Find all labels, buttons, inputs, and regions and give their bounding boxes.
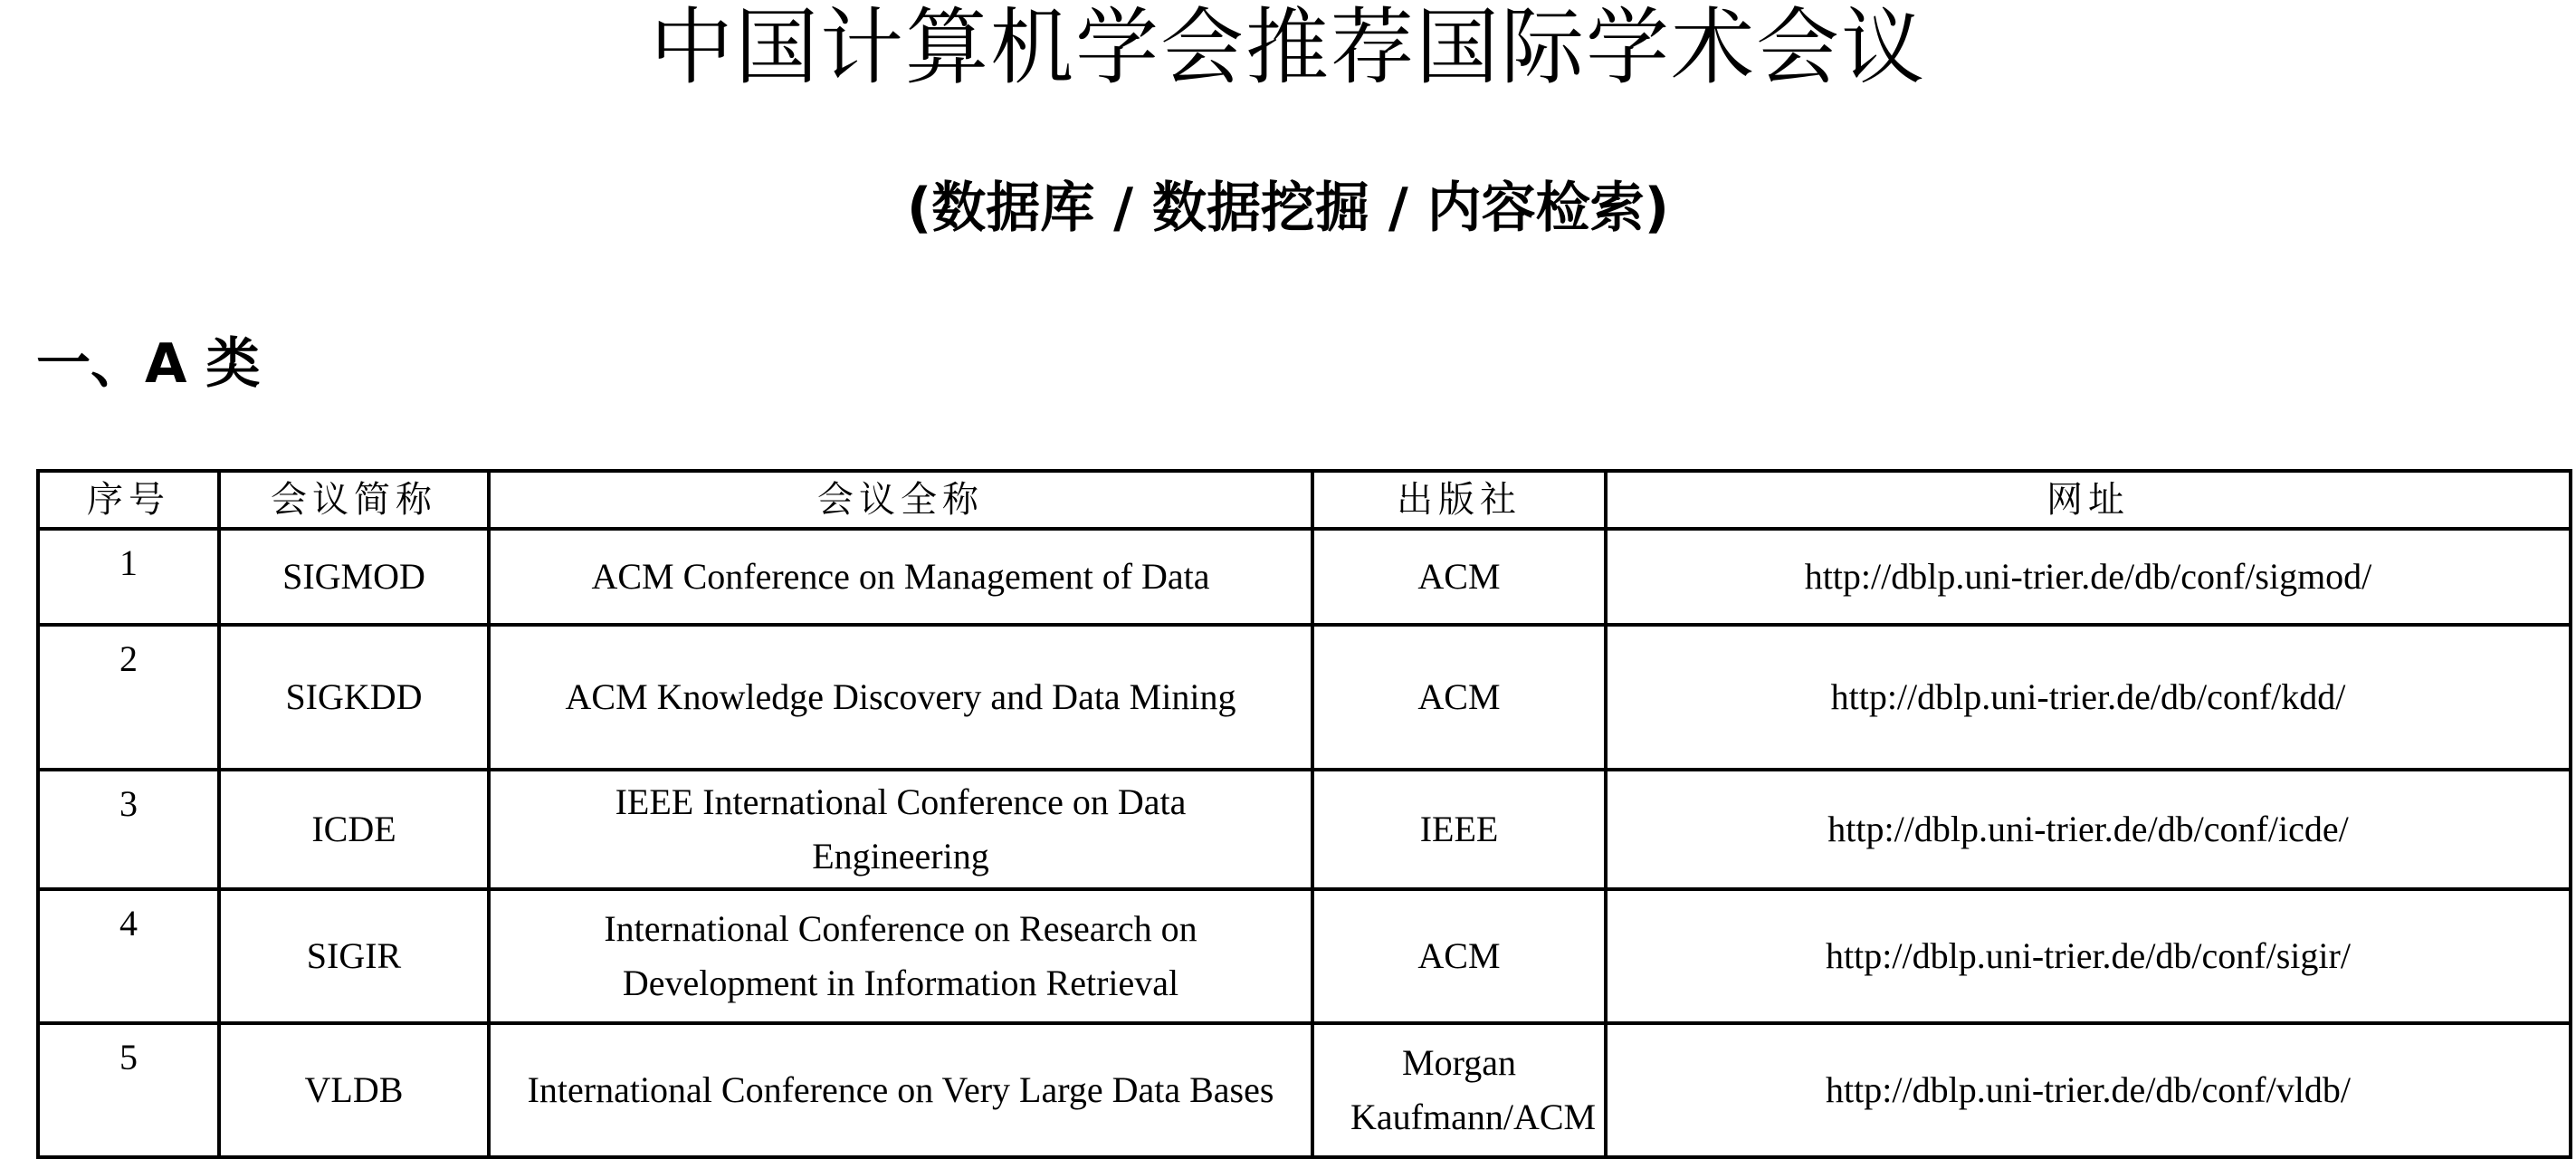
conference-publisher: IEEE <box>1312 770 1606 889</box>
conference-full-name-text: ACM Conference on Management of Data <box>591 556 1210 597</box>
conference-abbreviation: ICDE <box>219 770 489 889</box>
conference-full-name-text: ACM Knowledge Discovery and Data Mining <box>565 676 1236 717</box>
conference-full-name <box>489 529 1312 625</box>
table-row <box>38 1023 2571 1157</box>
conference-url: http://dblp.uni-trier.de/db/conf/icde/ <box>1606 770 2571 889</box>
conference-url: http://dblp.uni-trier.de/db/conf/vldb/ <box>1606 1023 2571 1157</box>
table-row <box>38 889 2571 1023</box>
header-full-name: 会议全称 <box>489 471 1312 529</box>
conference-table <box>36 469 2572 1159</box>
conference-abbreviation: SIGKDD <box>219 625 489 770</box>
conference-full-name-text: International Conference on Research on Development in Information Retrieval <box>604 908 1197 1003</box>
conference-publisher: ACM <box>1312 625 1606 770</box>
conference-full-name-text: International Conference on Very Large Data Bases <box>527 1069 1274 1110</box>
conference-full-name <box>489 1023 1312 1157</box>
section-heading: 一、A 类 <box>36 332 261 396</box>
conference-publisher: ACM <box>1312 889 1606 1023</box>
conference-full-name-text: IEEE International Conference on Data Engineering <box>615 781 1187 876</box>
conference-url: http://dblp.uni-trier.de/db/conf/kdd/ <box>1606 625 2571 770</box>
row-number: 3 <box>38 770 219 889</box>
row-number: 2 <box>38 625 219 770</box>
header-abbreviation: 会议简称 <box>219 471 489 529</box>
table-row <box>38 625 2571 770</box>
table-header-row <box>38 471 2571 529</box>
table-row <box>38 770 2571 889</box>
conference-abbreviation: VLDB <box>219 1023 489 1157</box>
conference-full-name <box>489 889 1312 1023</box>
row-number: 5 <box>38 1023 219 1157</box>
conference-full-name <box>489 770 1312 889</box>
document-subtitle: (数据库 / 数据挖掘 / 内容检索) <box>906 177 1670 240</box>
conference-url: http://dblp.uni-trier.de/db/conf/sigir/ <box>1606 889 2571 1023</box>
table-row <box>38 529 2571 625</box>
header-number: 序号 <box>38 471 219 529</box>
conference-abbreviation: SIGIR <box>219 889 489 1023</box>
conference-publisher: ACM <box>1312 529 1606 625</box>
conference-abbreviation: SIGMOD <box>219 529 489 625</box>
row-number: 4 <box>38 889 219 1023</box>
row-number: 1 <box>38 529 219 625</box>
conference-full-name <box>489 625 1312 770</box>
conference-publisher-text: Morgan Kaufmann/ACM <box>1350 1042 1597 1137</box>
conference-url: http://dblp.uni-trier.de/db/conf/sigmod/ <box>1606 529 2571 625</box>
header-url: 网址 <box>1606 471 2571 529</box>
conference-publisher <box>1312 1023 1606 1157</box>
header-publisher: 出版社 <box>1312 471 1606 529</box>
document-title: 中国计算机学会推荐国际学术会议 <box>649 0 1926 96</box>
